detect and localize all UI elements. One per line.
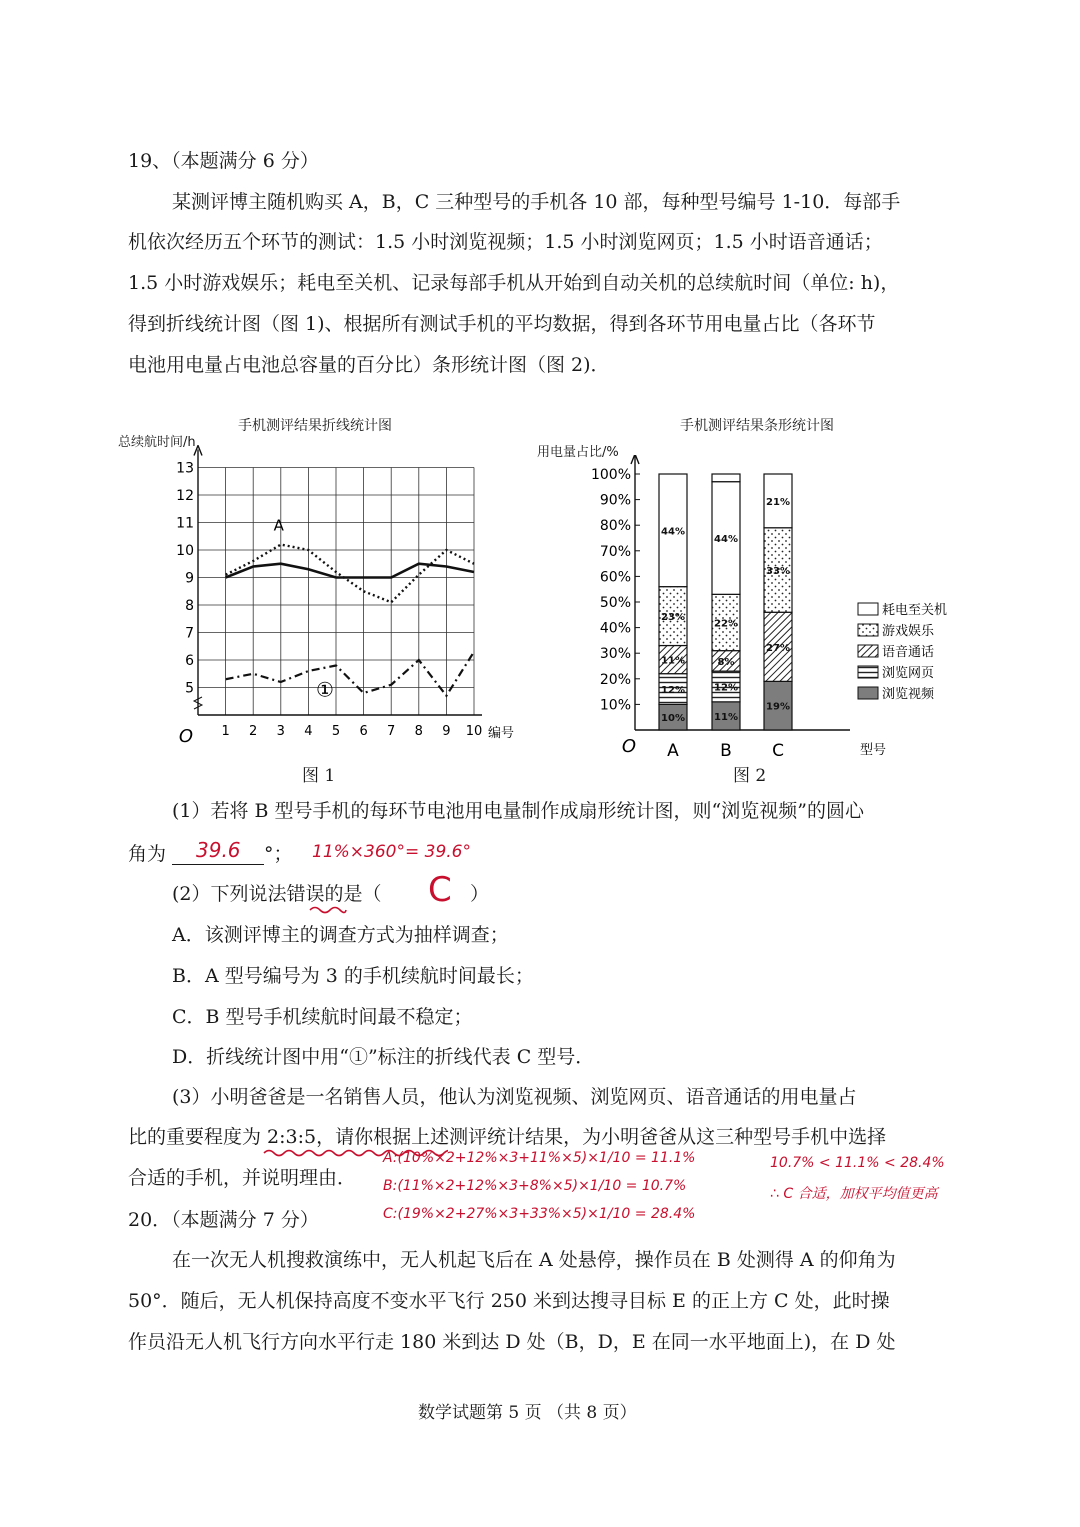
data-label: 23% [661,612,685,624]
q19-sub3-line3: 合适的手机，并说明理由． [128,1167,357,1189]
data-label: 22% [714,618,738,630]
x-axis-label: 编号 [488,726,515,741]
data-label: 21% [766,496,790,508]
x-tick-label: A [667,741,679,761]
y-tick-label: 7 [185,625,194,642]
legend-label: 耗电至关机 [882,603,948,618]
stacked-bar-chart [560,455,1000,775]
q19-sub1-suffix: °； [264,843,293,865]
q19-sub1-line1: (1）若将 B 型号手机的每环节电池用电量制作成扇形统计图，则“浏览视频”的圆心 [172,800,864,822]
data-label: 11% [661,655,685,667]
y-tick-label: 20% [599,671,631,688]
origin-label: O [178,726,194,747]
y-tick-label: 30% [599,646,631,663]
option-c: C．B 型号手机续航时间最不稳定； [172,1006,473,1028]
q20-para-line: 作员沿无人机飞行方向水平行走 180 米到达 D 处（B，D，E 在同一水平地面上)，在 D 处 [128,1331,896,1353]
y-tick-label: 70% [599,543,631,560]
q20-para-line: 在一次无人机搜救演练中，无人机起飞后在 A 处悬停，操作员在 B 处测得 A 的仰角为 [172,1249,896,1271]
q19-para-line: 机依次经历五个环节的测试：1.5 小时浏览视频；1.5 小时浏览网页；1.5 小时语音通话； [128,231,883,253]
x-tick-label: B [720,741,732,761]
y-tick-label: 11 [176,515,194,532]
legend-swatch [858,645,878,657]
data-label: 10% [661,713,685,725]
series-line-dotted [226,545,474,603]
y-tick-label: 12 [176,488,194,504]
handwritten-answer-1: 39.6 [196,838,241,862]
y-tick-label: 8 [185,598,194,614]
data-label: 44% [714,534,738,545]
y-tick-label: 80% [599,518,631,535]
page-footer: 数学试题第 5 页 （共 8 页） [418,1403,637,1423]
handwritten-calc-b: B:(11%×2+12%×3+8%×5)×1/10 = 10.7% [383,1178,687,1194]
axis-break [194,697,202,709]
q19-header: 19、（本题满分 6 分） [128,150,319,172]
y-tick-label: 13 [176,460,194,477]
handwritten-calc-1: 11%×360°= 39.6° [312,842,471,862]
x-tick-label: 9 [442,724,451,739]
figure1-label: 图 1 [302,766,336,786]
legend-label: 游戏娱乐 [882,624,935,639]
legend-swatch [858,603,878,615]
q19-sub3-line2: 比的重要程度为 2:3:5，请你根据上述测评统计结果，为小明爸爸从这三种型号手机中选择 [128,1126,887,1148]
data-label: 12% [661,685,685,697]
x-tick-label: 6 [359,724,368,739]
x-tick-label: 5 [331,724,341,739]
chart2-ylabel: 用电量占比/% [537,445,619,460]
handwritten-calc-a: A:(10%×2+12%×3+11%×5)×1/10 = 11.1% [383,1150,696,1166]
data-label: 11% [714,711,738,723]
y-tick-label: 6 [185,653,194,669]
bar-segment [712,474,740,482]
y-tick-label: 40% [599,620,631,637]
y-tick-label: 9 [185,570,194,587]
answer-blank [172,864,264,865]
option-d: D．折线统计图中用“①”标注的折线代表 C 型号． [172,1046,595,1068]
y-tick-label: 10% [599,697,631,714]
legend-swatch [858,666,878,678]
chart1-title: 手机测评结果折线统计图 [238,418,392,434]
x-tick-label: 8 [414,724,423,739]
y-tick-label: 10 [176,543,194,559]
data-label: 33% [766,566,790,577]
figure2-label: 图 2 [733,766,767,786]
q19-sub3-line1: (3）小明爸爸是一名销售人员，他认为浏览视频、浏览网页、语音通话的用电量占 [172,1086,857,1108]
series-label: ① [315,677,334,702]
x-tick-label: 4 [304,724,313,739]
series-line-solid [226,564,474,578]
x-tick-label: 3 [276,724,285,739]
x-axis-label: 型号 [860,743,887,758]
line-chart [150,445,530,775]
q19-sub2-close: ） [470,883,490,905]
legend-label: 浏览视频 [882,687,935,702]
x-tick-label: 2 [249,724,258,739]
x-tick-label: 10 [465,724,483,739]
x-tick-label: 7 [387,724,396,739]
q20-header: 20．（本题满分 7 分） [128,1209,319,1231]
option-a: A．该测评博主的调查方式为抽样调查； [172,924,509,946]
x-tick-label: 1 [221,724,230,739]
handwritten-conclusion: ∴ C 合适，加权平均值更高 [770,1186,938,1202]
y-tick-label: 90% [599,492,631,509]
handwritten-calc-c: C:(19%×2+27%×3+33%×5)×1/10 = 28.4% [383,1206,696,1222]
chart1-ylabel: 总续航时间/h [118,435,196,450]
q19-para-line: 某测评博主随机购买 A，B，C 三种型号的手机各 10 部，每种型号编号 1-10．每部手 [172,191,901,213]
x-tick-label: C [772,741,784,761]
q20-para-line: 50°．随后，无人机保持高度不变水平飞行 250 米到达搜寻目标 E 的正上方 C 处，此时操 [128,1290,890,1312]
series-line-dashdot [226,652,474,696]
option-b: B．A 型号编号为 3 的手机续航时间最长； [172,965,534,987]
q19-para-line: 1.5 小时游戏娱乐；耗电至关机、记录每部手机从开始到自动关机的总续航时间（单位: h)， [128,272,900,294]
y-tick-label: 60% [599,569,631,586]
y-tick-label: 50% [599,595,631,611]
legend-label: 语音通话 [882,645,935,660]
data-label: 12% [714,682,738,694]
y-tick-label: 100% [590,467,631,483]
y-tick-label: 5 [185,680,194,697]
legend-swatch [858,687,878,699]
q19-sub1-prefix: 角为 [128,843,167,865]
legend-swatch [858,624,878,636]
handwritten-compare: 10.7% < 11.1% < 28.4% [770,1155,945,1171]
q19-para-line: 得到折线统计图（图 1)、根据所有测试手机的平均数据，得到各环节用电量占比（各环节 [128,313,876,335]
series-label: A [273,516,284,535]
data-label: 19% [766,701,790,713]
chart2-title: 手机测评结果条形统计图 [680,418,834,434]
data-label: 27% [766,642,790,654]
legend-label: 浏览网页 [882,666,935,681]
handwritten-answer-2: C [428,870,452,910]
data-label: 8% [717,656,735,668]
q19-sub2: (2）下列说法错误的是（ [172,883,382,905]
origin-label: O [621,736,637,757]
handwritten-underline [308,905,348,915]
q19-para-line: 电池用电量占电池总容量的百分比）条形统计图（图 2)． [128,354,610,376]
data-label: 44% [661,526,685,538]
